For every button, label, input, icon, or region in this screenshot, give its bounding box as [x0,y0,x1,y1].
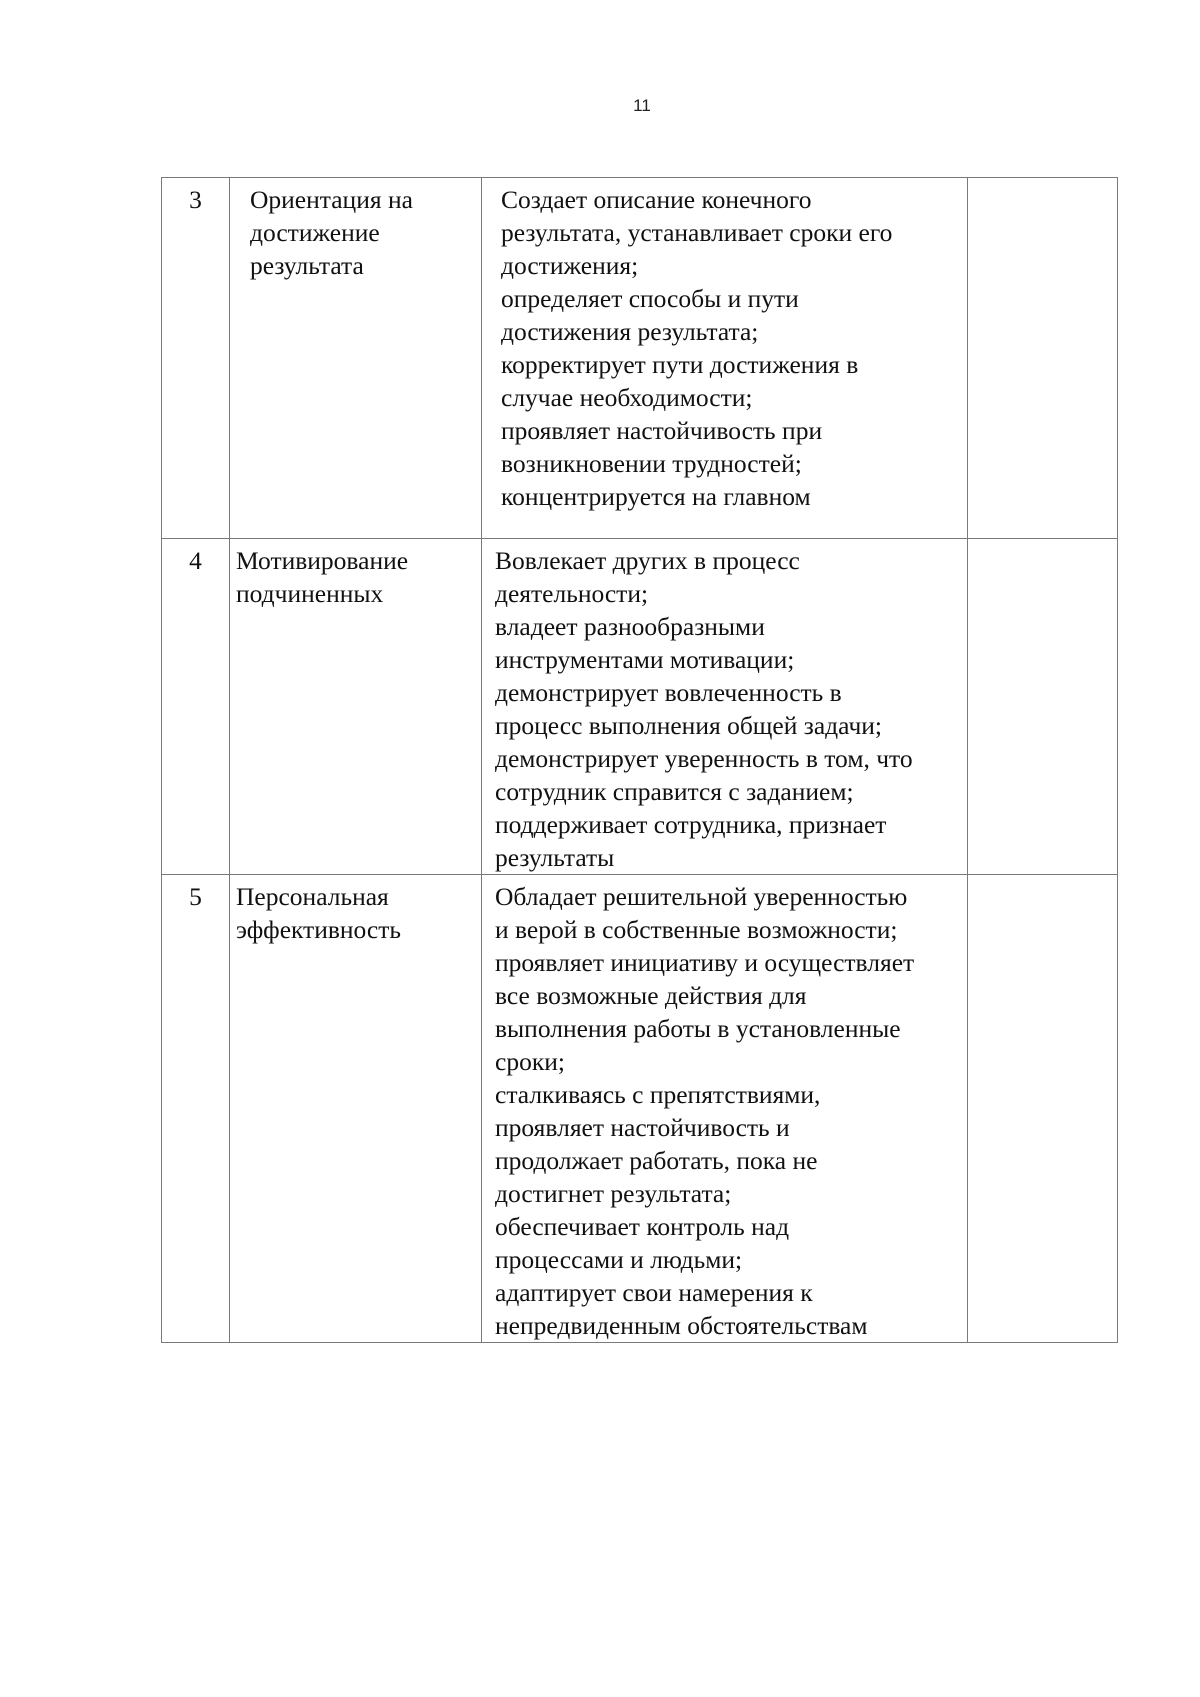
description-line: деятельности; [495,579,649,608]
description-line: обеспечивает контроль над [495,1212,790,1241]
competency-name-line: достижение [250,218,380,247]
description-line: достижения; [501,251,639,280]
page-number: 11 [633,96,651,115]
description-line: концентрируется на главном [501,482,811,511]
description-line: демонстрирует вовлеченность в [495,678,842,707]
description-line: все возможные действия для [495,981,807,1010]
description-line: сроки; [495,1047,565,1076]
row-number: 4 [162,539,230,875]
description-line: и верой в собственные возможности; [495,915,898,944]
competency-name [230,539,482,875]
description-line: инструментами мотивации; [495,645,795,674]
description-line: адаптирует свои намерения к [495,1278,813,1307]
table-body [162,178,1118,1343]
table-row [162,178,1118,539]
description-line: случае необходимости; [501,383,753,412]
description-line: продолжает работать, пока не [495,1146,818,1175]
description-line: Создает описание конечного [501,185,812,214]
competency-name-line: эффективность [236,915,402,944]
competency-description [482,539,968,875]
description-line: непредвиденным обстоятельствам [495,1311,868,1340]
row-number: 5 [162,875,230,1343]
description-line: владеет разнообразными [495,612,765,641]
competency-name-line: результата [250,251,364,280]
description-line: процесс выполнения общей задачи; [495,711,882,740]
description-line: возникновении трудностей; [501,449,802,478]
description-line: процессами и людьми; [495,1245,743,1274]
description-line: проявляет настойчивость при [501,416,823,445]
description-line: проявляет настойчивость и [495,1113,790,1142]
description-line: проявляет инициативу и осуществляет [495,948,915,977]
competency-name-line: Мотивирование [236,546,409,575]
row-number: 3 [162,178,230,539]
competency-name [230,875,482,1343]
description-line: достижения результата; [501,317,759,346]
description-line: сталкиваясь с препятствиями, [495,1080,821,1109]
description-line: результаты [495,843,615,872]
description-line: Вовлекает других в процесс [495,546,800,575]
description-line: корректирует пути достижения в [501,350,859,379]
competency-name [230,178,482,539]
competency-name-line: подчиненных [236,579,384,608]
description-line: достигнет результата; [495,1179,732,1208]
empty-cell [968,539,1118,875]
description-line: определяет способы и пути [501,284,799,313]
description-line: демонстрирует уверенность в том, что [495,744,913,773]
description-line: выполнения работы в установленные [495,1014,901,1043]
competency-name-line: Персональная [236,882,389,911]
table-row [162,539,1118,875]
empty-cell [968,178,1118,539]
description-line: результата, устанавливает сроки его [501,218,893,247]
description-line: сотрудник справится с заданием; [495,777,854,806]
table-row [162,875,1118,1343]
competency-description [482,178,968,539]
description-line: поддерживает сотрудника, признает [495,810,887,839]
description-line: Обладает решительной уверенностью [495,882,908,911]
empty-cell [968,875,1118,1343]
competency-table [161,177,1118,1343]
competency-description [482,875,968,1343]
competency-name-line: Ориентация на [250,185,413,214]
